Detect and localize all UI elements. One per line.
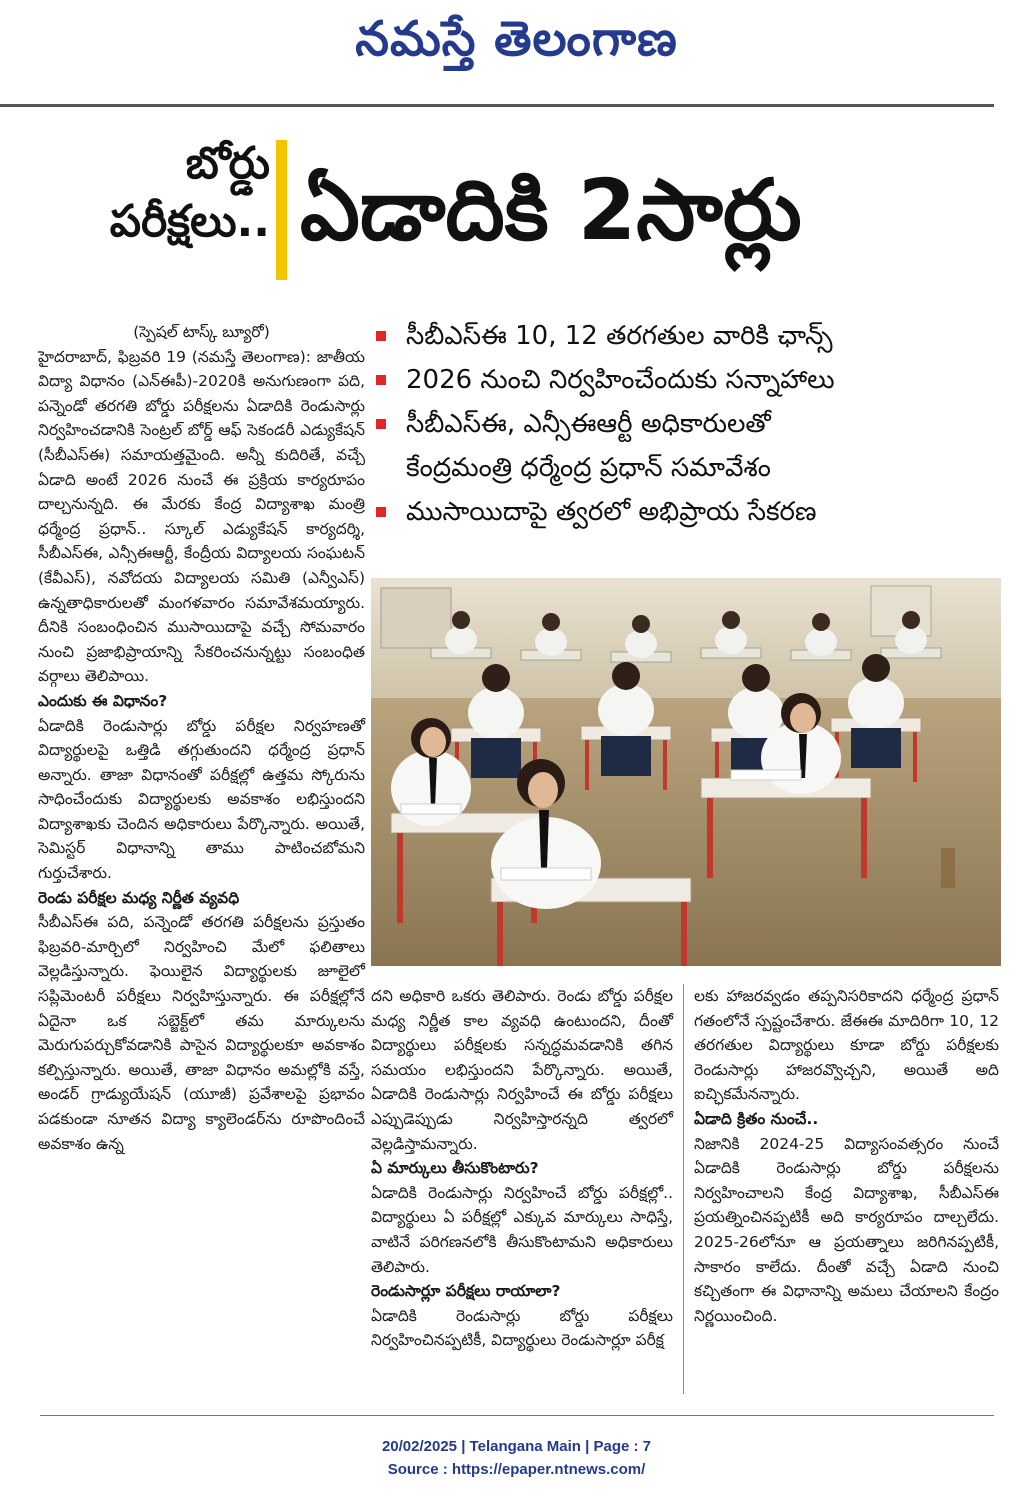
article-byline: (స్పెషల్ టాస్క్ బ్యూరో)	[133, 323, 270, 341]
highlight-text: సీబీఎస్ఈ, ఎన్సీఈఆర్టీ అధికారులతో	[406, 409, 771, 439]
main-headline: ఏడాదికి 2సార్లు	[300, 161, 802, 259]
highlight-item	[376, 314, 996, 358]
article-paragraph: ఏడాదికి రెండుసార్లు బోర్డు పరీక్షలు నిర్వహించినప్పటికీ, విద్యార్థులు రెండుసార్లూ పరీక్ష	[371, 1306, 673, 1350]
highlights-list	[376, 314, 996, 534]
highlight-item	[376, 402, 996, 446]
highlight-item	[376, 358, 996, 402]
kicker-line-2: పరీక్షలు..	[109, 196, 270, 247]
article-subheading: ఎందుకు ఈ విధానం?	[38, 691, 168, 710]
article-column-3	[694, 984, 999, 1328]
article-column-1	[38, 320, 365, 1156]
masthead-rule	[0, 104, 994, 107]
article-subheading: రెండుసార్లూ పరీక్షలు రాయాలా?	[371, 1282, 561, 1301]
bullet-square-icon	[376, 419, 386, 429]
highlight-text-continued: కేంద్రమంత్రి ధర్మేంద్ర ప్రధాన్ సమావేశం	[406, 453, 771, 483]
column-divider	[683, 984, 684, 1394]
exam-hall-photo	[371, 578, 1001, 966]
masthead-title: నమస్తే తెలంగాణ	[355, 11, 678, 67]
article-column-2	[371, 984, 673, 1353]
article-subheading: ఏడాది క్రితం నుంచే..	[694, 1109, 819, 1128]
article-paragraph: ఏడాదికి రెండుసార్లు నిర్వహించే బోర్డు పరీక్షల్లో.. విద్యార్థులు ఏ పరీక్షల్లో ఎక్కువ మార్కులు సాధిస్తే, వాటినే పరిగణనలోకి తీసుకొంటామని అధికారులు తెలిపారు.	[371, 1183, 673, 1276]
masthead	[0, 0, 1033, 90]
footer-source: Source : https://epaper.ntnews.com/	[387, 1461, 646, 1478]
article-paragraph: లకు హాజరవ్వడం తప్పనిసరికాదని ధర్మేంద్ర ప్రధాన్ గతంలోనే స్పష్టంచేశారు. జేఈఈ మాదిరిగా 10, 12 తరగతుల విద్యార్థులు కూడా బోర్డు పరీక్షలకు రెండుసార్లు హాజరవ్వొచ్చని, అయితే అది ఐచ్ఛికమేనన్నారు.	[694, 987, 999, 1104]
article-paragraph: ఏడాదికి రెండుసార్లు బోర్డు పరీక్షల నిర్వహణతో విద్యార్థులపై ఒత్తిడి తగ్గుతుందని ధర్మేంద్ర ప్రధాన్ అన్నారు. తాజా విధానంతో పరీక్షల్లో ఉత్తమ స్కోరును సాధించేందుకు విద్యార్థులకు అవకాశం లభిస్తుందని విద్యాశాఖకు చెందిన అధికారులు పేర్కొన్నారు. అయితే, సెమిస్టర్ విధానాన్ని తాము పాటించబోమని గుర్తుచేశారు.	[38, 716, 365, 883]
article-paragraph: హైదరాబాద్, ఫిబ్రవరి 19 (నమస్తే తెలంగాణ): జాతీయ విద్యా విధానం (ఎన్ఈపీ)-2020కి అనుగుణంగా పది, పన్నెండో తరగతి బోర్డు పరీక్షలను ఏడాదికి రెండుసార్లు నిర్వహించడానికి సెంట్రల్ బోర్డ్ ఆఫ్ సెకండరీ ఎడ్యుకేషన్ (సీబీఎస్ఈ) సమాయత్తమైంది. అన్నీ కుదిరితే, వచ్చే ఏడాది అంటే 2026 నుంచే ఈ ప్రక్రియ కార్యరూపం దాల్చనున్నది. ఈ మేరకు కేంద్ర విద్యాశాఖ మంత్రి ధర్మేంద్ర ప్రధాన్.. స్కూల్ ఎడ్యుకేషన్ కార్యదర్శి, సీబీఎస్ఈ, ఎన్సీఈఆర్టీ, కేంద్రీయ విద్యాలయ సంఘటన్ (కేవీఎస్), నవోదయ విద్యాలయ సమితి (ఎన్వీఎస్) ఉన్నతాధికారులతో మంగళవారం సమావేశమయ్యారు. దీనికి సంబంధించిన ముసాయిదాపై వచ్చే సోమవారం నుంచి ప్రజాభిప్రాయాన్ని సేకరించనున్నట్టు సంబంధిత వర్గాలు తెలిపాయి.	[38, 347, 365, 686]
bullet-square-icon	[376, 331, 386, 341]
article-subheading: రెండు పరీక్షల మధ్య నిర్ణీత వ్యవధి	[38, 888, 240, 907]
highlight-text: 2026 నుంచి నిర్వహించేందుకు సన్నాహాలు	[406, 365, 835, 395]
page-bottom-rule	[40, 1415, 994, 1416]
headline-kicker	[30, 135, 270, 251]
kicker-line-1: బోర్డు	[185, 138, 270, 189]
highlight-text: సీబీఎస్ఈ 10, 12 తరగతుల వారికి ఛాన్స్	[406, 321, 833, 351]
article-paragraph: దని అధికారి ఒకరు తెలిపారు. రెండు బోర్డు పరీక్షల మధ్య నిర్ణీత కాల వ్యవధి ఉంటుందని, దీంతో విద్యార్థులు పరీక్షలకు సన్నద్ధమవడానికి తగిన సమయం లభిస్తుందని పేర్కొన్నారు. అయితే, ఏడాదికి రెండుసార్లు నిర్వహించే ఈ బోర్డు పరీక్షలు ఎప్పుడెప్పుడు నిర్వహిస్తారన్నది త్వరలో వెల్లడిస్తామన్నారు.	[371, 987, 673, 1153]
article-paragraph: నిజానికి 2024-25 విద్యాసంవత్సరం నుంచే ఏడాదికి రెండుసార్లు బోర్డు పరీక్షలను నిర్వహించాలని కేంద్ర విద్యాశాఖ, సీబీఎస్ఈ ప్రయత్నించినప్పటికీ అది కార్యరూపం దాల్చలేదు. 2025-26లోనూ ఆ ప్రయత్నాలు జరిగినప్పటికీ, సాకారం కాలేదు. దీంతో వచ్చే ఏడాది నుంచి కచ్చితంగా ఈ విధానాన్ని అమలు చేయాలని కేంద్రం నిర్ణయించింది.	[694, 1134, 999, 1325]
article-paragraph: సీబీఎస్ఈ పది, పన్నెండో తరగతి పరీక్షలను ప్రస్తుతం ఫిబ్రవరి-మార్చిలో నిర్వహించి మేలో ఫలితాలు వెల్లడిస్తున్నారు. ఫెయిలైన విద్యార్థులకు జూలైలో సప్లిమెంటరీ పరీక్షలు నిర్వహిస్తున్నారు. ఈ పరీక్షల్లోనే ఏదైనా ఒక సబ్జెక్ట్‌లో తమ మార్కులను మెరుగుపర్చుకోవడానికి పాసైన విద్యార్థులకూ అవకాశం కల్పిస్తున్నారు. అయితే, తాజా విధానం అమల్లోకి వస్తే, అండర్ గ్రాడ్యుయేషన్ (యూజీ) ప్రవేశాలపై ప్రభావం పడకుండా నూతన విద్యా క్యాలెండర్‌ను రూపొందించే అవకాశం ఉన్న	[38, 913, 365, 1153]
accent-bar	[276, 140, 287, 280]
highlight-text: ముసాయిదాపై త్వరలో అభిప్రాయ సేకరణ	[406, 497, 817, 527]
footer-date-edition: 20/02/2025 | Telangana Main | Page : 7	[381, 1438, 652, 1455]
highlight-item	[376, 490, 996, 534]
bullet-square-icon	[376, 375, 386, 385]
article-subheading: ఏ మార్కులు తీసుకొంటారు?	[371, 1159, 539, 1178]
bullet-square-icon	[376, 507, 386, 517]
